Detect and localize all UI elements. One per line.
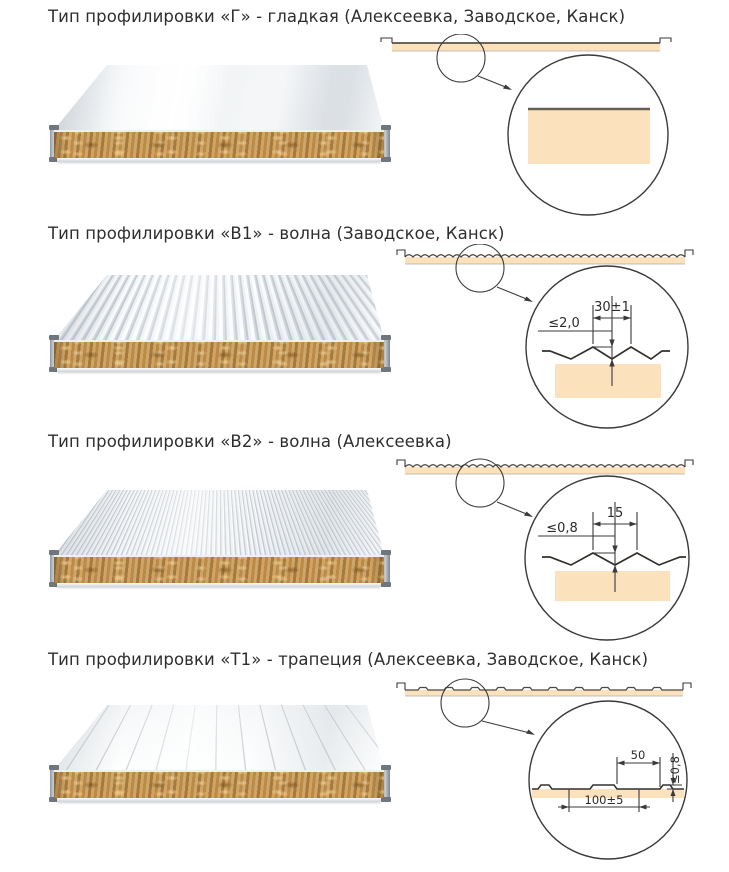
- panel-bottom-sheet: [57, 798, 381, 802]
- section-title-g: Тип профилировки «Г» - гладкая (Алексеевка, Заводское, Канск): [48, 7, 626, 26]
- wave-profile-line: [542, 347, 670, 359]
- magnifier-leader-line: [478, 76, 508, 88]
- strip-lock-hooks: [397, 683, 691, 690]
- leader-arrowhead: [503, 85, 512, 91]
- panel-mineral-wool-core: [54, 130, 384, 158]
- panel-trapezoid-grooves: [54, 705, 384, 770]
- dim-arrow: [612, 546, 617, 554]
- dim-arrow: [612, 565, 617, 573]
- profile-diagram-t1: [378, 675, 729, 872]
- dim-arrow: [609, 359, 614, 367]
- insulation-block: [555, 571, 670, 601]
- profile-diagram-v2: [378, 455, 729, 650]
- dim-rib-pitch-label: 100±5: [584, 793, 624, 807]
- dim-arrow: [624, 316, 632, 321]
- panel-fine-wave-ribs: [54, 490, 384, 555]
- panel-strip: [381, 38, 671, 51]
- strip-wave-top-line: [405, 465, 685, 467]
- strip-core-fill: [405, 690, 683, 696]
- magnifier-small-circle: [456, 459, 504, 507]
- section-title-v1: Тип профилировки «В1» - волна (Заводское, Канск): [48, 224, 505, 243]
- panel-strip: [397, 683, 691, 696]
- dim-wave-pitch-label: 15: [606, 506, 624, 521]
- magnifier-leader-line: [497, 502, 529, 515]
- dim-arrow: [562, 805, 570, 810]
- panel-mineral-wool-core: [54, 555, 384, 583]
- section-title-v2: Тип профилировки «В2» - волна (Алексеевка): [48, 432, 452, 451]
- panel-smooth-sheet: [54, 65, 384, 130]
- panel-top-surface: [54, 705, 384, 770]
- insulation-block: [528, 109, 650, 164]
- trapezoid-profile-line: [532, 785, 684, 789]
- leader-arrowhead: [524, 512, 533, 518]
- panel-strip: [397, 460, 693, 474]
- dim-arrow: [609, 340, 614, 348]
- dim-arrow: [593, 316, 601, 321]
- panel-wave-ribs: [54, 275, 384, 340]
- wave-profile-line: [542, 553, 686, 565]
- section-title-t1: Тип профилировки «Т1» - трапеция (Алексеевка, Заводское, Канск): [48, 650, 649, 669]
- strip-lock-hooks: [397, 460, 693, 467]
- dim-wave-height-label: ≤0,8: [546, 521, 578, 536]
- magnifier-small-circle: [437, 34, 485, 82]
- panel-top-surface: [54, 275, 384, 340]
- dim-arrow: [639, 805, 647, 810]
- strip-core-fill: [405, 257, 685, 264]
- panel-top-surface: [54, 65, 384, 130]
- panel-mineral-wool-core: [54, 770, 384, 798]
- panel-bottom-sheet: [57, 368, 381, 372]
- dim-arrow: [617, 761, 625, 766]
- profile-diagram-g: [378, 34, 729, 219]
- panel-render-v1: [54, 265, 386, 377]
- panel-top-surface: [54, 490, 384, 555]
- magnifier-small-circle: [441, 679, 489, 727]
- dim-arrow: [653, 761, 661, 766]
- strip-core-fill: [405, 467, 685, 474]
- profile-diagram-v1: [378, 244, 729, 434]
- leader-arrowhead: [526, 730, 535, 736]
- dim-arrow: [630, 522, 638, 527]
- dim-rib-height-label: ≤0,8: [668, 756, 682, 784]
- magnifier-leader-line: [482, 721, 530, 733]
- panel-bottom-sheet: [57, 583, 381, 587]
- strip-core-fill: [392, 43, 660, 51]
- strip-wave-top-line: [405, 255, 685, 257]
- panel-render-v2: [54, 480, 386, 592]
- dim-wave-pitch-label: 30±1: [594, 300, 630, 315]
- dim-arrow: [593, 522, 601, 527]
- magnifier-small-circle: [456, 244, 504, 292]
- panel-render-g: [54, 55, 386, 167]
- strip-lock-hooks: [397, 250, 693, 257]
- panel-render-t1: [54, 695, 386, 807]
- panel-bottom-sheet: [57, 158, 381, 162]
- magnifier-leader-line: [497, 287, 529, 300]
- panel-mineral-wool-core: [54, 340, 384, 368]
- magnifier-big-circle: [525, 476, 689, 640]
- insulation-block: [555, 364, 661, 398]
- magnifier-big-circle: [529, 701, 687, 859]
- dim-flat-width-label: 50: [630, 748, 646, 762]
- leader-arrowhead: [524, 297, 533, 303]
- dim-wave-height-label: ≤2,0: [548, 316, 580, 331]
- panel-strip: [397, 250, 693, 264]
